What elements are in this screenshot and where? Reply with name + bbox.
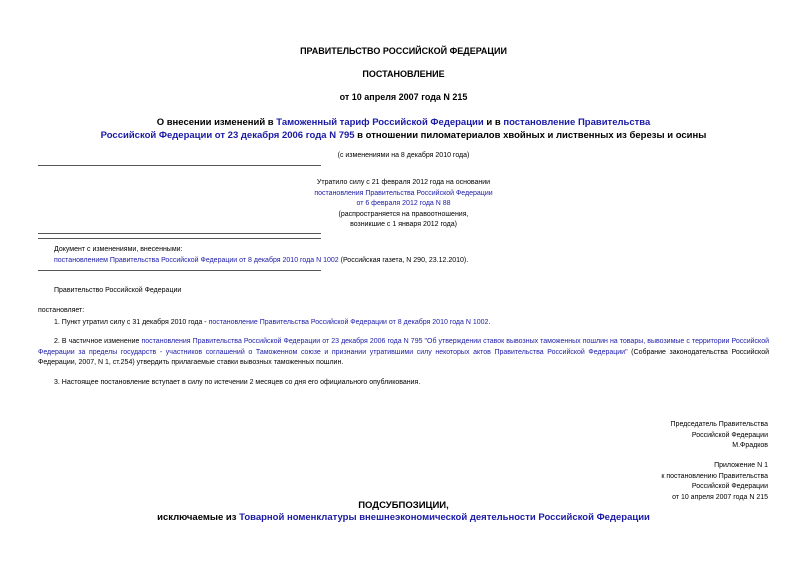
document-title [0,116,807,142]
paragraph-3: 3. Настоящее постановление вступает в силу по истечении 2 месяцев со дня его официального опубликования. [54,379,421,386]
divider-2 [38,233,321,234]
divider-4 [38,270,321,271]
signature-line-1: Председатель Правительства [670,421,768,428]
appendix-line-1: Приложение N 1 [714,462,768,469]
paragraph-1 [54,318,490,329]
title-text-1: О внесении изменений в [156,117,277,128]
paragraph-1-text: 1. Пункт утратил силу с 31 декабря 2010 года - [54,319,209,326]
expired-notice [0,178,807,231]
appendix-line-2: к постановлению Правительства [661,472,768,480]
expired-line-4: (распространяется на правоотношения, [338,210,469,218]
amendments-note: (с изменениями на 8 декабря 2010 года) [337,152,470,159]
subheading-text [0,511,807,524]
paragraph-2-link[interactable]: постановления Правительства Российской Федерации от 23 декабря 2006 года N 795 "Об утверждении ставок вывозных таможенных пошлин на товары, вывозимые с территории Российской Федерации за пределы государств - участников соглашений о Таможенном союзе и признании утратившими силу некоторых актов Правительства Российской Федерации" [38,338,769,356]
government-heading: ПРАВИТЕЛЬСТВО РОССИЙСКОЙ ФЕДЕРАЦИИ [300,46,507,56]
title-text-3: в отношении пиломатериалов хвойных и лиственных из березы и осины [354,130,707,141]
decrees: постановляет: [38,307,85,314]
resolution-795-link-part2[interactable]: Российской Федерации от 23 декабря 2006 года N 795 [100,130,355,141]
appendix-block [661,461,768,503]
signature-block [671,420,768,452]
resolution-88-link-line1[interactable]: постановления Правительства Российской Федерации [314,189,493,197]
subheading-text-1: исключаемые из [157,512,240,523]
changes-label: Документ с изменениями, внесенными: [54,246,183,253]
expired-line-1: Утратило силу с 21 февраля 2012 года на основании [316,179,491,186]
changes-reference [54,256,468,267]
document-date-number: от 10 апреля 2007 года N 215 [339,92,468,102]
paragraph-2 [38,337,769,369]
signature-line-3: М.Фрадков [732,442,768,449]
changes-source: (Российская газета, N 290, 23.12.2010). [338,257,469,264]
subheading-title: ПОДСУБПОЗИЦИИ, [358,500,449,511]
appendix-line-3: Российской Федерации [691,483,768,490]
paragraph-1-link[interactable]: постановление Правительства Российской Федерации от 8 декабря 2010 года N 1002 [208,319,489,326]
resolution-795-link-part1[interactable]: постановление Правительства [503,117,651,128]
appendix-line-4: от 10 апреля 2007 года N 215 [672,493,768,501]
document-type: ПОСТАНОВЛЕНИЕ [362,69,445,79]
signature-line-2: Российской Федерации [691,431,768,439]
issuer: Правительство Российской Федерации [54,287,182,294]
paragraph-2-text: 2. В частичное изменение [54,338,142,345]
divider-3 [38,238,321,239]
paragraph-1-end: . [488,319,491,326]
expired-line-5: возникшие с 1 января 2012 года) [350,221,457,228]
customs-tariff-link[interactable]: Таможенный тариф Российской Федерации [276,117,484,128]
title-text-2: и в [483,117,504,128]
resolution-1002-link[interactable]: постановлением Правительства Российской Федерации от 8 декабря 2010 года N 1002 [54,257,339,264]
tnved-link[interactable]: Товарной номенклатуры внешнеэкономической деятельности Российской Федерации [239,512,650,523]
divider-1 [38,165,321,166]
resolution-88-link-line2[interactable]: от 6 февраля 2012 года N 88 [356,200,451,207]
paragraph-2-end: (Собрание законодательства Российской Федерации, 2007, N 1, ст.254) утвердить прилагаемые ставки вывозных таможенных пошлин. [38,348,769,366]
